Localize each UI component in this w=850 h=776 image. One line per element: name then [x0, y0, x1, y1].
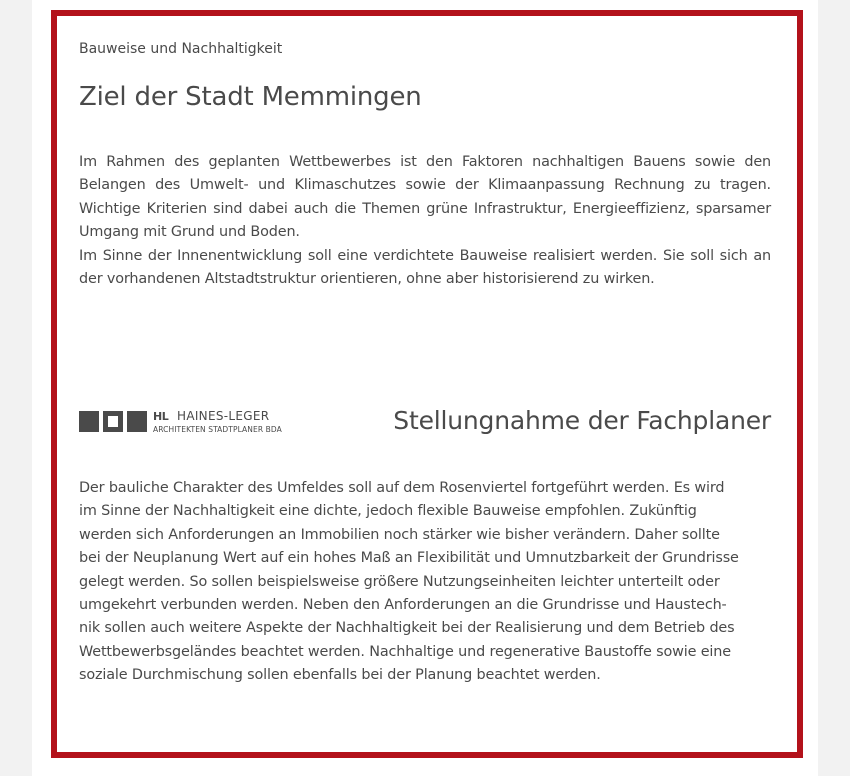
body-line: soziale Durchmischung sollen ebenfalls bei der Planung beachtet werden. [79, 667, 601, 684]
page-title: Ziel der Stadt Memmingen [79, 82, 422, 112]
logo-mark: HL [153, 410, 169, 423]
logo-subtitle: ARCHITEKTEN STADTPLANER BDA [153, 425, 282, 434]
body-text [79, 477, 771, 688]
section-title: Stellungnahme der Fachplaner [393, 406, 771, 435]
logo-blocks-icon [79, 411, 147, 432]
body-line: Der bauliche Charakter des Umfeldes soll auf dem Rosenviertel fortgeführt werden. Es wird [79, 480, 725, 496]
intro-text [79, 151, 771, 291]
body-line: werden sich Anforderungen an Immobilien noch stärker wie bisher verändern. Daher sollte [79, 526, 720, 543]
body-line: umgekehrt verbunden werden. Neben den Anforderungen an die Grundrisse und Haustech- [79, 597, 727, 614]
intro-paragraph-1: Im Rahmen des geplanten Wettbewerbes ist den Faktoren nachhaltigen Bauens sowie den Belangen des Umwelt- und Klimaschutzes sowie der Klimaanpassung Rechnung zu tragen. Wichtige Kriterien sind dabei auch die Themen grüne Infrastruktur, Energieeffizienz, sparsamer Umgang mit Grund und Boden. [79, 154, 771, 241]
section-kicker: Bauweise und Nachhaltigkeit [79, 41, 283, 57]
intro-paragraph-2: Im Sinne der Innenentwicklung soll eine verdichtete Bauweise realisiert werden. Sie soll sich an der vorhandenen Altstadtstruktur orientieren, ohne aber historisierend zu wirken. [79, 247, 771, 288]
body-line: im Sinne der Nachhaltigkeit eine dichte, jedoch flexible Bauweise empfohlen. Zukünftig [79, 503, 697, 520]
body-line: bei der Neuplanung Wert auf ein hohes Maß an Flexibilität und Umnutzbarkeit der Grundrisse [79, 550, 739, 567]
haines-leger-logo [79, 409, 282, 439]
document-frame [51, 10, 803, 758]
logo-name: HAINES-LEGER [177, 409, 270, 423]
body-line: Wettbewerbsgeländes beachtet werden. Nachhaltige und regenerative Baustoffe sowie eine [79, 643, 731, 660]
body-line: nik sollen auch weitere Aspekte der Nachhaltigkeit bei der Realisierung und dem Betrieb des [79, 620, 735, 637]
body-line: gelegt werden. So sollen beispielsweise größere Nutzungseinheiten leichter unterteilt oder [79, 573, 720, 590]
